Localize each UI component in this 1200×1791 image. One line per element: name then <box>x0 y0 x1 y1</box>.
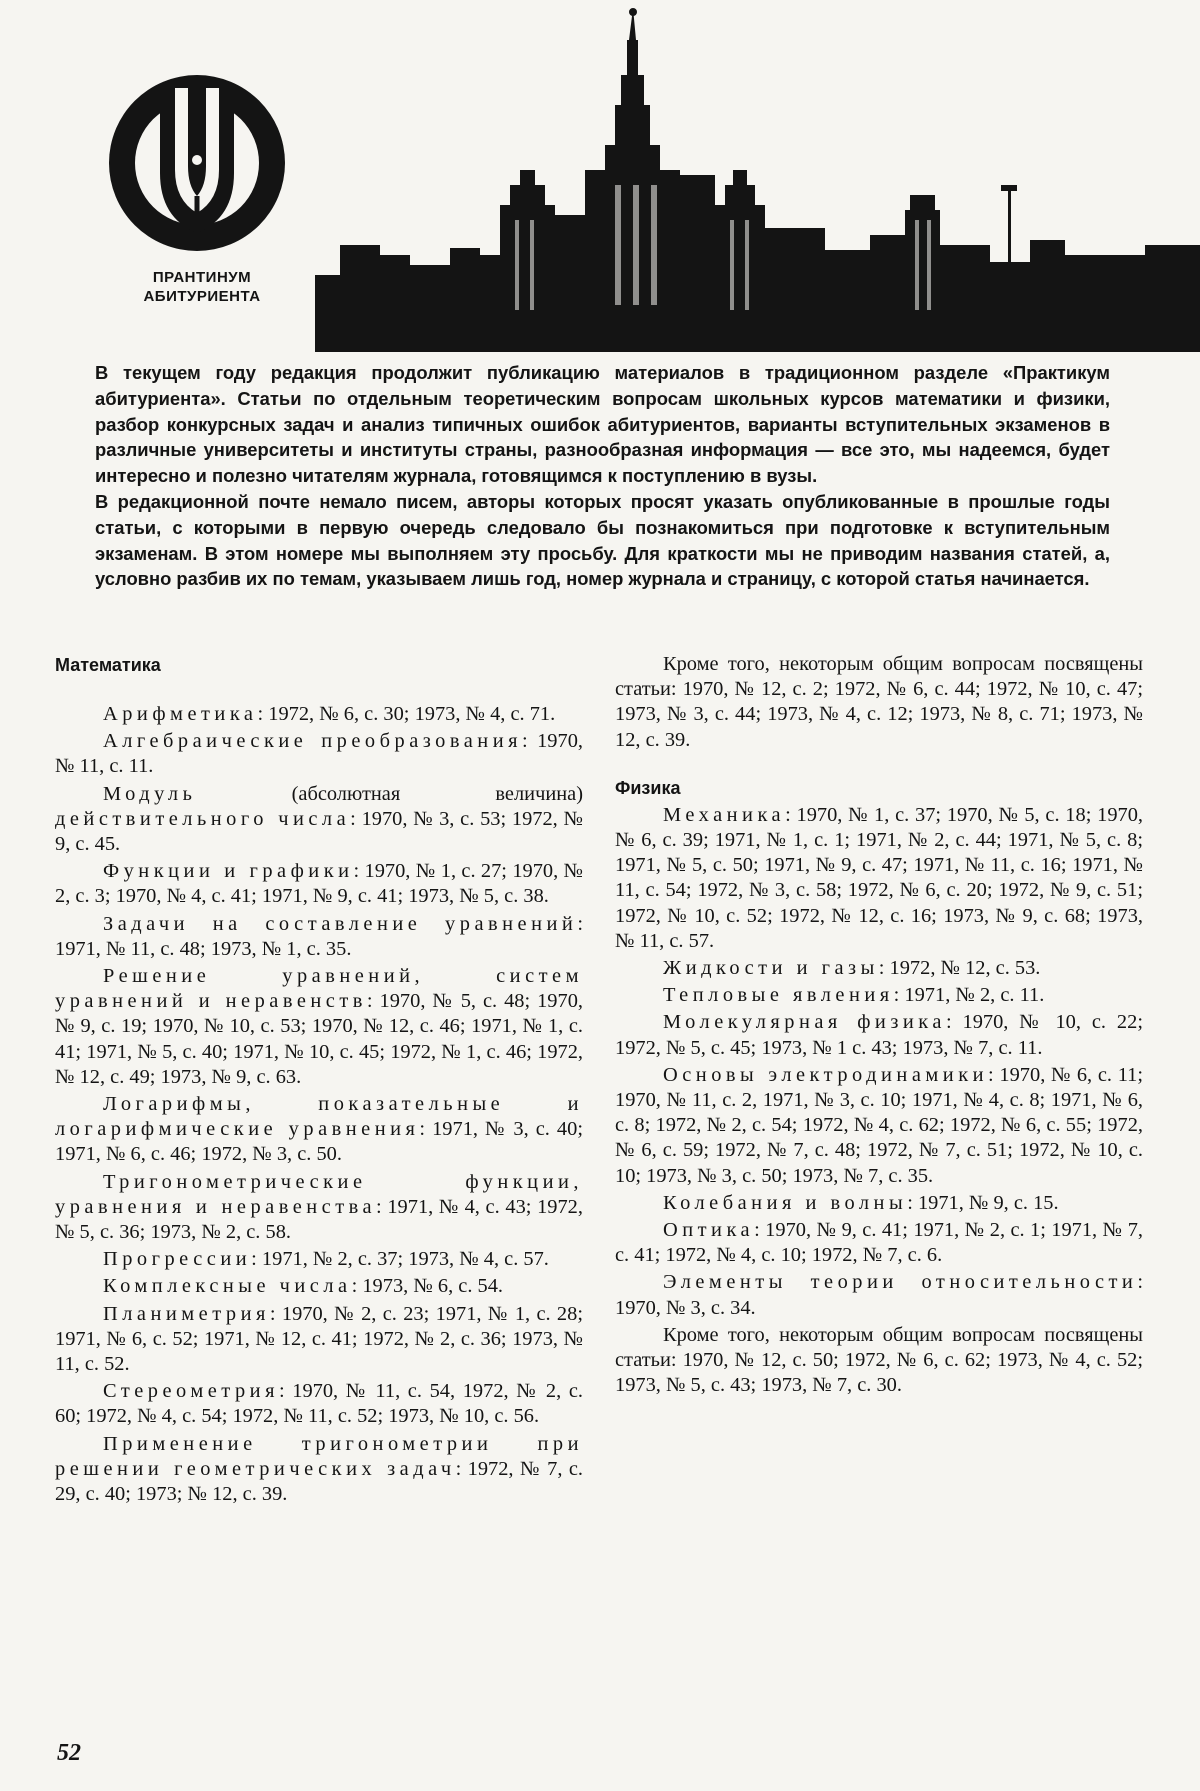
logo-caption-line1: ПРАНТИНУМ <box>152 269 252 286</box>
university-skyline-illustration <box>315 0 1200 352</box>
entry-refs: : 1970, № 1, с. 37; 1970, № 5, с. 18; 1970, № 6, с. 39; 1971, № 1, с. 1; 1971, № 2, с. 44; 1971, № 5, с. 8; 1971, № 5, с. 50; 1971, № 9, с. 47; 1971, № 11, с. 16; 1971, № 11, с. 54; 1972, № 3, с. 58; 1972, № 6, с. 20; 1972, № 9, с. 51; 1972, № 10, с. 52; 1972, № 12, с. 16; 1973, № 9, с. 68; 1973, № 11, с. 57. <box>615 803 1143 952</box>
entry-refs: : 1971, № 2, с. 37; 1973, № 4, с. 57. <box>251 1248 549 1271</box>
intro-paragraph-1: В текущем году редакция продолжит публикацию материалов в традиционном разделе «Практикум абитуриента». Статьи по отдельным теоретическим вопросам школьных курсов математики и физики, разбор конкурсных задач и анализ типичных ошибок абитуриентов, варианты вступительных экзаменов в различные университеты и институты страны, разнообразная информация — все это, мы надеемся, будет интересно и полезно читателям журнала, готовящимся к поступлению в вузы. <box>95 362 1110 487</box>
physics-entry-mechanics <box>615 803 1143 954</box>
math-entry-progressions <box>55 1247 583 1272</box>
math-entry-modulus <box>55 782 583 858</box>
entry-topic: Тепловые явления <box>663 984 894 1007</box>
entry-topic: Функции и графики <box>103 860 354 883</box>
math-general-note: Кроме того, некоторым общим вопросам посвящены статьи: 1970, № 12, с. 2; 1972, № 6, с. 44; 1972, № 10, с. 47; 1973, № 3, с. 44; 1973, № 4, с. 12; 1973, № 8, с. 71; 1973, № 12, с. 39. <box>615 653 1143 751</box>
entry-topic: Жидкости и газы <box>663 957 879 980</box>
entry-refs: : 1972, № 12, с. 53. <box>878 957 1041 980</box>
entry-refs: : 1970, № 11, с. 54, 1972, № 2, с. 60; 1972, № 4, с. 54; 1972, № 11, с. 52; 1973, № 10, с. 56. <box>55 1380 583 1428</box>
header-banner <box>60 0 1140 355</box>
math-heading: Математика <box>55 655 161 675</box>
entry-refs: : 1970, № 10, с. 22; 1972, № 5, с. 45; 1973, № 1 с. 43; 1973, № 7, с. 11. <box>615 1011 1143 1059</box>
physics-entry-optics <box>615 1218 1143 1268</box>
math-entry-algebra <box>55 729 583 779</box>
entry-topic: Молекулярная физика <box>663 1011 946 1034</box>
entry-topic: Комплексные числа <box>103 1275 352 1298</box>
entry-refs: : 1970, № 3, с. 34. <box>615 1271 1143 1319</box>
physics-entry-fluids <box>615 956 1143 981</box>
logo-caption-line2: АБИТУРИЕНТА <box>143 288 261 305</box>
left-column <box>55 652 583 1507</box>
logo-caption <box>122 268 282 306</box>
math-entry-functions <box>55 859 583 909</box>
entry-note: (абсолютная величина) <box>196 782 583 805</box>
entry-refs: : 1970, № 2, с. 23; 1971, № 1, с. 28; 1971, № 6, с. 52; 1971, № 12, с. 41; 1972, № 2, с. 36; 1973, № 11, с. 52. <box>55 1302 583 1376</box>
math-entry-arithmetic <box>55 702 583 727</box>
entry-topic: Алгебраические преобразования <box>103 730 522 753</box>
entry-topic: Стереометрия <box>103 1380 279 1403</box>
entry-topic: Элементы теории относительности <box>663 1271 1138 1294</box>
entry-topic: Решение уравнений, систем уравнений и неравенств <box>55 965 583 1013</box>
entry-refs: : 1972, № 7, с. 29, с. 40; 1973; № 12, с. 39. <box>55 1457 583 1506</box>
physics-entry-oscillations <box>615 1191 1143 1216</box>
math-entry-planimetry <box>55 1302 583 1378</box>
intro-paragraph-2: В редакционной почте немало писем, авторы которых просят указать опубликованные в прошлые годы статьи, с которыми в первую очередь следовало бы познакомиться при подготовке к вступительным экзаменам. В этом номере мы выполняем эту просьбу. Для краткости мы не приводим названия статей, а, условно разбив их по темам, указываем лишь год, номер журнала и страницу, с которой статья начинается. <box>95 490 1110 590</box>
entry-refs: : 1970, № 11, с. 11. <box>55 730 583 778</box>
physics-entry-heat <box>615 983 1143 1008</box>
entry-refs: : 1971, № 3, с. 40; 1971, № 6, с. 46; 1972, № 3, с. 50. <box>55 1118 583 1166</box>
physics-entry-molecular <box>615 1010 1143 1060</box>
entry-refs: : 1972, № 6, с. 30; 1973, № 4, с. 71. <box>257 703 556 725</box>
entry-topic: Колебания и волны <box>663 1191 908 1214</box>
entry-refs: : 1970, № 6, с. 11; 1970, № 11, с. 2, 1971, № 3, с. 10; 1971, № 4, с. 8; 1971, № 6, с. 8; 1972, № 2, с. 54; 1972, № 4, с. 62; 1972, № 6, с. 55; 1972, № 6, с. 59; 1972, № 7, с. 48; 1972, № 7, с. 51; 1972, № 10, с. 10; 1973, № 3, с. 50; 1973, № 7, с. 35. <box>615 1063 1143 1187</box>
math-entry-trigonometry <box>55 1170 583 1246</box>
entry-topic: Арифметика <box>103 703 258 725</box>
physics-general-note: Кроме того, некоторым общим вопросам посвящены статьи: 1970, № 12, с. 50; 1972, № 6, с. 62; 1973, № 4, с. 52; 1973, № 5, с. 43; 1973, № 7, с. 30. <box>615 1323 1143 1397</box>
entry-topic: Планиметрия <box>103 1302 270 1325</box>
math-entry-stereometry <box>55 1379 583 1429</box>
entry-topic: Задачи на составление уравнений <box>103 912 578 935</box>
entry-refs: : 1971, № 11, с. 48; 1973, № 1, с. 35. <box>55 912 583 960</box>
entry-refs: : 1971, № 2, с. 11. <box>893 984 1045 1007</box>
intro-text <box>95 360 1110 592</box>
entry-topic: Механика <box>663 803 786 826</box>
math-entry-complex-numbers <box>55 1274 583 1299</box>
entry-refs: : 1970, № 1, с. 27; 1970, № 2, с. 3; 1970, № 4, с. 41; 1971, № 9, с. 41; 1973, № 5, с. 38. <box>55 860 583 908</box>
physics-heading: Физика <box>615 777 681 798</box>
entry-topic: Применение тригонометрии при решении геометрических задач <box>55 1432 583 1480</box>
entry-topic: Логарифмы, показательные и логарифмические уравнения <box>55 1093 583 1141</box>
page-number: 52 <box>57 1740 81 1766</box>
entry-refs: : 1971, № 4, с. 43; 1972, № 5, с. 36; 1973, № 2, с. 58. <box>55 1195 583 1244</box>
entry-refs: : 1970, № 9, с. 41; 1971, № 2, с. 1; 1971, № 7, с. 41; 1972, № 4, с. 10; 1972, № 7, с. 6. <box>615 1219 1143 1267</box>
entry-topic: Тригонометрические функции, уравнения и неравенства <box>55 1170 583 1218</box>
pen-nib-logo-icon <box>105 68 290 258</box>
right-column <box>615 652 1143 1398</box>
physics-entry-relativity <box>615 1270 1143 1320</box>
entry-topic: Модуль <box>103 782 197 805</box>
math-entry-word-problems <box>55 912 583 962</box>
entry-topic: Прогрессии <box>103 1248 252 1271</box>
entry-refs: : 1973, № 6, с. 54. <box>351 1275 504 1298</box>
entry-topic: Оптика <box>663 1219 755 1242</box>
math-entry-trig-geometry <box>55 1432 583 1508</box>
math-entry-equations <box>55 964 583 1090</box>
physics-entry-electrodynamics <box>615 1063 1143 1189</box>
entry-topic-continued: действительного числа <box>55 807 351 830</box>
entry-refs: : 1970, № 5, с. 48; 1970, № 9, с. 19; 1970, № 10, с. 53; 1970, № 12, с. 46; 1971, № 1, с. 41; 1971, № 5, с. 40; 1971, № 10, с. 45; 1972, № 1, с. 46; 1972, № 12, с. 49; 1973, № 9, с. 63. <box>55 990 583 1088</box>
entry-refs: : 1971, № 9, с. 15. <box>907 1191 1059 1214</box>
entry-topic: Основы электродинамики <box>663 1063 989 1086</box>
math-entry-logarithms <box>55 1092 583 1168</box>
entry-refs: : 1970, № 3, с. 53; 1972, № 9, с. 45. <box>55 807 583 856</box>
